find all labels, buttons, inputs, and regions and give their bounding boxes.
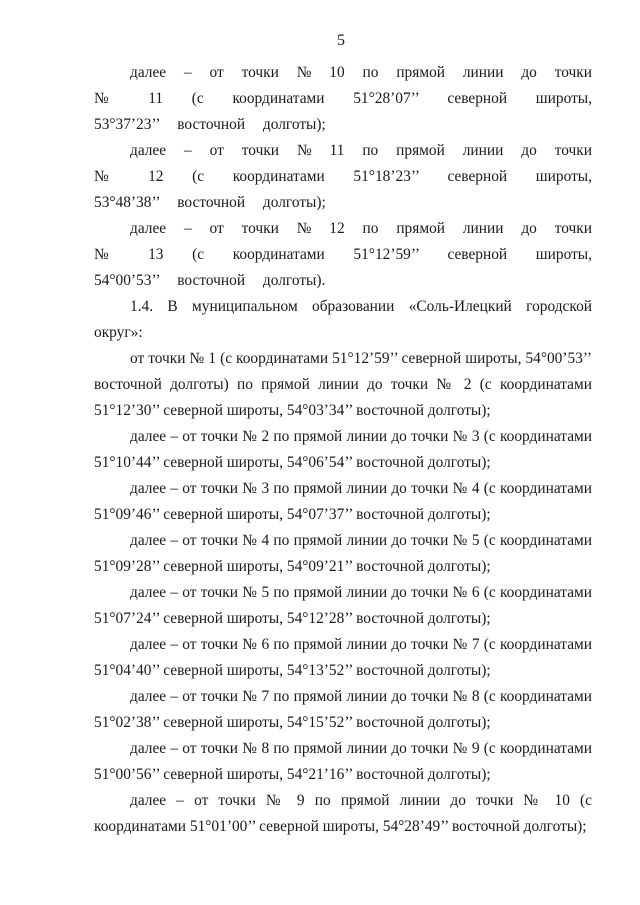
boundary-paragraph-sol-iletsk-point-5: далее – от точки № 5 по прямой линии до точки № 6 (с координатами 51°07’24’’ северной широты, 54°12’28’’ восточной долготы); [94, 584, 592, 627]
boundary-paragraph-sol-iletsk-point-8: далее – от точки № 8 по прямой линии до точки № 9 (с координатами 51°00’56’’ северной широты, 54°21’16’’ восточной долготы); [94, 740, 592, 783]
boundary-paragraph-sol-iletsk-point-6: далее – от точки № 6 по прямой линии до точки № 7 (с координатами 51°04’40’’ северной широты, 54°13’52’’ восточной долготы); [94, 636, 592, 679]
page-number: 5 [337, 32, 345, 49]
boundary-paragraph-sol-iletsk-point-1: от точки № 1 (с координатами 51°12’59’’ северной широты, 54°00’53’’ восточной долготы) по прямой линии до точки № 2 (с координатами 51°12’30’’ северной широты, 54°03’34’’ восточной долготы); [94, 350, 592, 419]
boundary-paragraph-sol-iletsk-point-3: далее – от точки № 3 по прямой линии до точки № 4 (с координатами 51°09’46’’ северной широты, 54°07’37’’ восточной долготы); [94, 480, 592, 523]
boundary-paragraph-point-10: далее – от точки № 10 по прямой линии до точки № 11 (с координатами 51°28’07’’ северной широты, 53°37’23’’ восточной долготы); [94, 64, 592, 133]
document-body [94, 60, 592, 840]
section-heading-1-4: 1.4. В муниципальном образовании «Соль-Илецкий городской округ»: [94, 298, 592, 341]
boundary-paragraph-sol-iletsk-point-9: далее – от точки № 9 по прямой линии до точки № 10 (с координатами 51°01’00’’ северной широты, 54°28’49’’ восточной долготы); [94, 792, 592, 835]
boundary-paragraph-sol-iletsk-point-7: далее – от точки № 7 по прямой линии до точки № 8 (с координатами 51°02’38’’ северной широты, 54°15’52’’ восточной долготы); [94, 688, 592, 731]
boundary-paragraph-point-11: далее – от точки № 11 по прямой линии до точки № 12 (с координатами 51°18’23’’ северной широты, 53°48’38’’ восточной долготы); [94, 142, 592, 211]
boundary-paragraph-sol-iletsk-point-4: далее – от точки № 4 по прямой линии до точки № 5 (с координатами 51°09’28’’ северной широты, 54°09’21’’ восточной долготы); [94, 532, 592, 575]
boundary-paragraph-point-12: далее – от точки № 12 по прямой линии до точки № 13 (с координатами 51°12’59’’ северной широты, 54°00’53’’ восточной долготы). [94, 220, 592, 289]
boundary-paragraph-sol-iletsk-point-2: далее – от точки № 2 по прямой линии до точки № 3 (с координатами 51°10’44’’ северной широты, 54°06’54’’ восточной долготы); [94, 428, 592, 471]
